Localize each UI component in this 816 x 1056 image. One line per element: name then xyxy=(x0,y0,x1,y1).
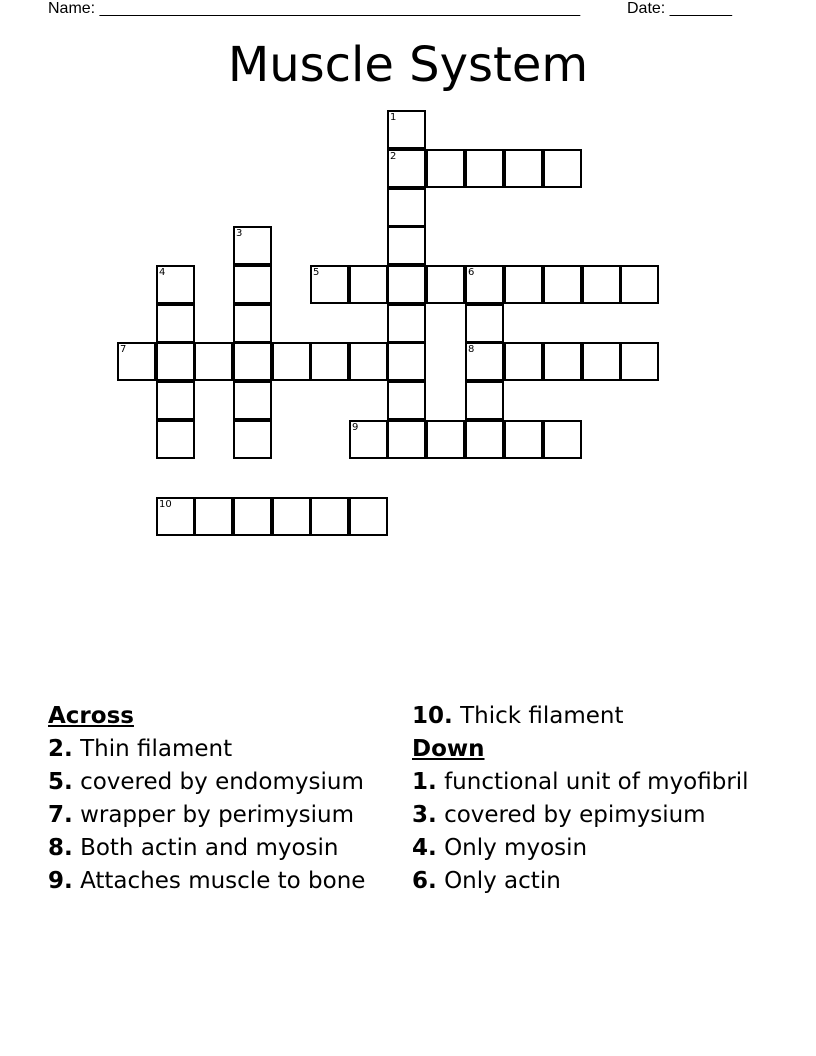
clue-label: 5. xyxy=(48,769,73,795)
crossword-cell[interactable] xyxy=(272,497,311,536)
clue-number: 9 xyxy=(352,422,359,433)
page-title: Muscle System xyxy=(227,37,589,93)
clue-number: 10 xyxy=(159,499,172,510)
crossword-cell[interactable] xyxy=(194,342,233,381)
across-clue xyxy=(48,802,388,829)
clue-text: Only myosin xyxy=(444,835,588,861)
crossword-cell[interactable] xyxy=(387,149,426,188)
crossword-cell[interactable] xyxy=(156,342,195,381)
crossword-cell[interactable] xyxy=(543,342,582,381)
crossword-cell[interactable] xyxy=(426,420,465,459)
clue-number: 6 xyxy=(468,267,475,278)
crossword-cell[interactable] xyxy=(543,420,582,459)
down-clue xyxy=(412,868,752,895)
clue-label: 1. xyxy=(412,769,437,795)
clue-number: 5 xyxy=(313,267,320,278)
crossword-cell[interactable] xyxy=(387,188,426,227)
across-clue xyxy=(48,769,388,796)
clue-label: 9. xyxy=(48,868,73,894)
crossword-cell[interactable] xyxy=(426,265,465,304)
down-clue xyxy=(412,802,752,829)
crossword-cell[interactable] xyxy=(233,342,272,381)
crossword-cell[interactable] xyxy=(156,381,195,420)
clue-label: 2. xyxy=(48,736,73,762)
crossword-cell[interactable] xyxy=(582,265,621,304)
crossword-cell[interactable] xyxy=(233,420,272,459)
crossword-cell[interactable] xyxy=(310,342,349,381)
clue-text: Only actin xyxy=(444,868,561,894)
crossword-cell[interactable] xyxy=(620,342,659,381)
clues-left-column xyxy=(48,703,388,901)
crossword-cell[interactable] xyxy=(156,420,195,459)
across-clue xyxy=(412,703,752,730)
crossword-cell[interactable] xyxy=(233,226,272,265)
crossword-cell[interactable] xyxy=(387,226,426,265)
crossword-cell[interactable] xyxy=(426,149,465,188)
crossword-cell[interactable] xyxy=(504,420,543,459)
crossword-cell[interactable] xyxy=(233,304,272,343)
crossword-cell[interactable] xyxy=(465,265,504,304)
clue-text: Attaches muscle to bone xyxy=(80,868,366,894)
across-clue xyxy=(48,868,388,895)
clue-number: 1 xyxy=(390,112,397,123)
clue-label: 8. xyxy=(48,835,73,861)
clue-label: 10. xyxy=(412,703,453,729)
clue-number: 2 xyxy=(390,151,397,162)
crossword-cell[interactable] xyxy=(582,342,621,381)
crossword-cell[interactable] xyxy=(387,265,426,304)
crossword-cell[interactable] xyxy=(233,381,272,420)
crossword-cell[interactable] xyxy=(349,497,388,536)
across-heading: Across xyxy=(48,703,134,729)
crossword-cell[interactable] xyxy=(387,110,426,149)
crossword-cell[interactable] xyxy=(387,304,426,343)
crossword-cell[interactable] xyxy=(465,381,504,420)
across-clue xyxy=(48,736,388,763)
clue-label: 6. xyxy=(412,868,437,894)
down-clue xyxy=(412,769,752,796)
clue-text: functional unit of myofibril xyxy=(444,769,749,795)
clues-right-column xyxy=(412,703,752,901)
crossword-cell[interactable] xyxy=(504,265,543,304)
crossword-cell[interactable] xyxy=(272,342,311,381)
crossword-cell[interactable] xyxy=(387,381,426,420)
date-field-label[interactable]: Date: _______ xyxy=(627,0,732,17)
clue-text: Thin filament xyxy=(80,736,233,762)
crossword-cell[interactable] xyxy=(465,420,504,459)
clue-label: 4. xyxy=(412,835,437,861)
crossword-cell[interactable] xyxy=(349,420,388,459)
down-clue xyxy=(412,835,752,862)
crossword-cell[interactable] xyxy=(620,265,659,304)
crossword-cell[interactable] xyxy=(504,342,543,381)
clue-text: covered by endomysium xyxy=(80,769,364,795)
crossword-cell[interactable] xyxy=(543,149,582,188)
crossword-cell[interactable] xyxy=(117,342,156,381)
crossword-cell[interactable] xyxy=(349,342,388,381)
clue-text: covered by epimysium xyxy=(444,802,706,828)
crossword-cell[interactable] xyxy=(543,265,582,304)
clue-label: 3. xyxy=(412,802,437,828)
clue-text: Both actin and myosin xyxy=(80,835,339,861)
crossword-cell[interactable] xyxy=(156,497,195,536)
crossword-cell[interactable] xyxy=(310,265,349,304)
crossword-cell[interactable] xyxy=(387,420,426,459)
clue-number: 8 xyxy=(468,344,475,355)
across-clue xyxy=(48,835,388,862)
clue-text: Thick filament xyxy=(460,703,624,729)
crossword-cell[interactable] xyxy=(349,265,388,304)
crossword-cell[interactable] xyxy=(310,497,349,536)
name-field-label[interactable]: Name: ______________________________________________________ xyxy=(48,0,581,17)
crossword-cell[interactable] xyxy=(156,265,195,304)
crossword-cell[interactable] xyxy=(233,265,272,304)
clue-number: 7 xyxy=(120,344,127,355)
clue-number: 4 xyxy=(159,267,166,278)
crossword-cell[interactable] xyxy=(465,342,504,381)
down-heading: Down xyxy=(412,736,485,762)
clue-label: 7. xyxy=(48,802,73,828)
crossword-cell[interactable] xyxy=(156,304,195,343)
crossword-cell[interactable] xyxy=(465,304,504,343)
crossword-cell[interactable] xyxy=(504,149,543,188)
crossword-cell[interactable] xyxy=(465,149,504,188)
crossword-cell[interactable] xyxy=(194,497,233,536)
clue-number: 3 xyxy=(236,228,243,239)
clue-text: wrapper by perimysium xyxy=(80,802,355,828)
crossword-cell[interactable] xyxy=(233,497,272,536)
crossword-cell[interactable] xyxy=(387,342,426,381)
